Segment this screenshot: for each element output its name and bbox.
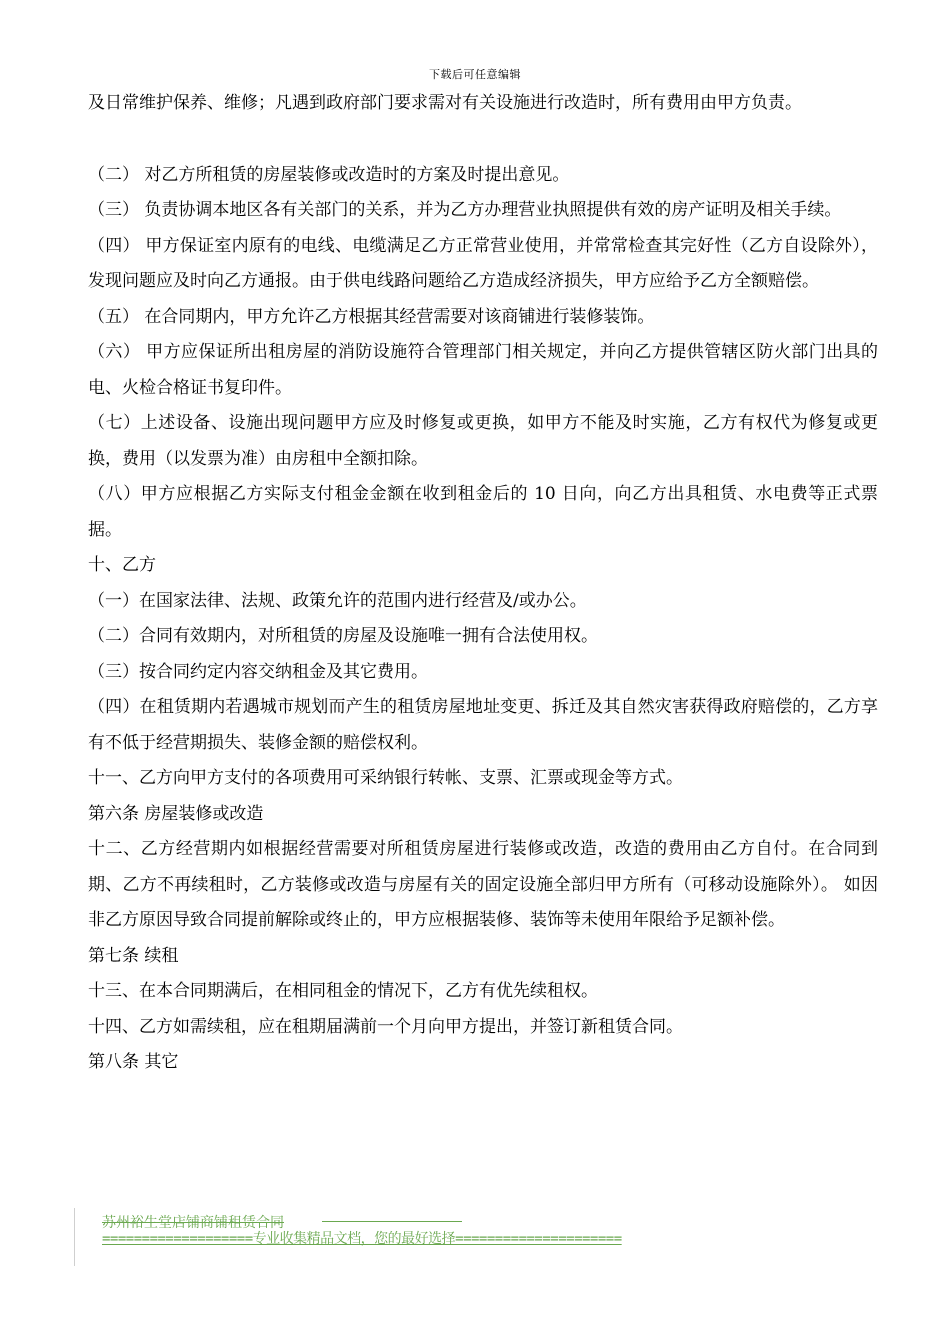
paragraph: （五） 在合同期内，甲方允许乙方根据其经营需要对该商铺进行装修装饰。 <box>88 306 655 327</box>
footer-margin-rule <box>74 1208 75 1266</box>
paragraph: 及日常维护保养、维修；凡遇到政府部门要求需对有关设施进行改造时，所有费用由甲方负责。 <box>88 93 802 113</box>
paragraph: 十二、乙方经营期内如根据经营需要对所租赁房屋进行装修或改造，改造的费用由乙方自付。在合同到期、乙方不再续租时，乙方装修或改造与房屋有关的固定设施全部归甲方所有（可移动设施除外）。 如因非乙方原因导致合同提前解除或终止的，甲方应根据装修、装饰等未使用年限给予足额补偿。 <box>88 839 878 930</box>
paragraph: （四） 甲方保证室内原有的电线、电缆满足乙方正常营业使用，并常常检查其完好性（乙方自设除外），发现问题应及时向乙方通报。由于供电线路问题给乙方造成经济损失，甲方应给予乙方全额赔偿。 <box>88 235 878 291</box>
paragraph: （三）按合同约定内容交纳租金及其它费用。 <box>88 661 428 682</box>
paragraph: 十三、在本合同期满后，在相同租金的情况下，乙方有优先续租权。 <box>88 981 598 1001</box>
section-heading: 第七条 续租 <box>88 945 179 966</box>
section-heading: 第八条 其它 <box>88 1052 179 1072</box>
page-header: 下载后可任意编辑 <box>429 68 521 81</box>
blank-line <box>88 122 878 158</box>
paragraph: （一）在国家法律、法规、政策允许的范围内进行经营及/或办公。 <box>88 590 587 611</box>
paragraph: （二） 对乙方所租赁的房屋装修或改造时的方案及时提出意见。 <box>88 164 570 185</box>
footer-tagline: ===================专业收集精品文档，您的最好选择===================== <box>102 1231 622 1247</box>
paragraph: 十四、乙方如需续租，应在租期届满前一个月向甲方提出，并签订新租赁合同。 <box>88 1016 683 1037</box>
paragraph: （七）上述设备、设施出现问题甲方应及时修复或更换，如甲方不能及时实施，乙方有权代为修复或更换，费用（以发票为准）由房租中全额扣除。 <box>88 413 878 469</box>
paragraph: （二）合同有效期内，对所租赁的房屋及设施唯一拥有合法使用权。 <box>88 626 598 646</box>
document-body <box>88 86 878 1081</box>
footer-document-title: 苏州裕生堂店铺商铺租赁合同 <box>102 1215 284 1231</box>
paragraph: 十一、乙方向甲方支付的各项费用可采纳银行转帐、支票、汇票或现金等方式。 <box>88 768 683 788</box>
paragraph: （八）甲方应根据乙方实际支付租金金额在收到租金后的 10 日向，向乙方出具租赁、水电费等正式票据。 <box>88 484 878 540</box>
paragraph: （六） 甲方应保证所出租房屋的消防设施符合管理部门相关规定，并向乙方提供管辖区防火部门出具的电、火检合格证书复印件。 <box>88 342 878 398</box>
footer-strike-line <box>322 1221 462 1222</box>
section-heading: 十、乙方 <box>88 555 156 575</box>
section-heading: 第六条 房屋装修或改造 <box>88 803 264 824</box>
paragraph: （四）在租赁期内若遇城市规划而产生的租赁房屋地址变更、拆迁及其自然灾害获得政府赔偿的，乙方享有不低于经营期损失、装修金额的赔偿权利。 <box>88 697 878 753</box>
paragraph: （三） 负责协调本地区各有关部门的关系，并为乙方办理营业执照提供有效的房产证明及相关手续。 <box>88 200 842 220</box>
